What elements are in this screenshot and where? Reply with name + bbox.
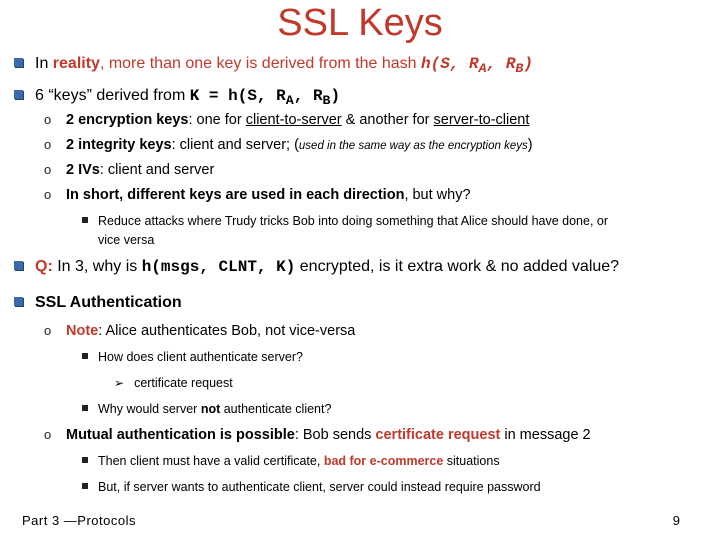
- sub-bullet-in-short: o In short, different keys are used in each direction, but why?: [44, 187, 471, 203]
- sub-sub-bullet-how-client-auth: How does client authenticate server?: [82, 350, 303, 364]
- small-square-bullet-icon: [82, 353, 88, 359]
- circle-bullet-icon: o: [44, 137, 52, 152]
- page-number: 9: [672, 513, 680, 528]
- circle-bullet-icon: o: [44, 162, 52, 177]
- footer-section-label: Part 3 —Protocols: [22, 513, 136, 528]
- bullet-4: SSL Authentication: [14, 294, 182, 312]
- square-bullet-icon: [14, 261, 23, 270]
- sub-bullet-integrity-keys: o 2 integrity keys: client and server; (used in the same way as the encryption keys): [44, 137, 533, 153]
- bullet-3: Q: In 3, why is h(msgs, CLNT, K) encrypted, is it extra work & no added value?: [14, 258, 619, 276]
- arrow-bullet-icon: ➢: [114, 376, 125, 390]
- square-bullet-icon: [14, 58, 23, 67]
- reality-word: reality: [52, 55, 100, 72]
- sub-sub-bullet-reduce-attacks-cont: vice versa: [98, 233, 155, 247]
- bullet-1: In reality, more than one key is derived from the hash h(S, $R_A$, $R_B$): [14, 55, 533, 77]
- small-square-bullet-icon: [82, 483, 88, 489]
- square-bullet-icon: [14, 297, 23, 306]
- square-bullet-icon: [14, 90, 23, 99]
- circle-bullet-icon: o: [44, 112, 52, 127]
- sub-sub-bullet-reduce-attacks: Reduce attacks where Trudy tricks Bob into doing something that Alice should have done, or: [82, 214, 608, 228]
- sub-bullet-mutual-auth: o Mutual authentication is possible: Bob sends certificate request in message 2: [44, 427, 591, 443]
- sub-bullet-note: o Note: Alice authenticates Bob, not vice-versa: [44, 323, 356, 339]
- sub-sub-bullet-valid-cert: Then client must have a valid certificate, bad for e-commerce situations: [82, 454, 500, 468]
- circle-bullet-icon: o: [44, 323, 52, 338]
- bullet-2: 6 “keys” derived from K = h(S, $R_A$, $R_B$): [14, 87, 340, 109]
- sub-bullet-encryption-keys: o 2 encryption keys: one for client-to-server & another for server-to-client: [44, 112, 530, 128]
- sub-bullet-ivs: o 2 IVs: client and server: [44, 162, 215, 178]
- hash-formula: h(S, $R_A$, $R_B$): [421, 55, 534, 78]
- circle-bullet-icon: o: [44, 427, 52, 442]
- small-square-bullet-icon: [82, 457, 88, 463]
- key-formula: K = h(S, $R_A$, $R_B$): [189, 87, 341, 110]
- slide-title: SSL Keys: [277, 2, 443, 44]
- sub-sub-bullet-require-password: But, if server wants to authenticate client, server could instead require password: [82, 480, 541, 494]
- sub-sub-sub-bullet-cert-request: ➢ certificate request: [114, 376, 233, 390]
- circle-bullet-icon: o: [44, 187, 52, 202]
- small-square-bullet-icon: [82, 405, 88, 411]
- sub-sub-bullet-why-server-not-auth: Why would server not authenticate client?: [82, 402, 331, 416]
- small-square-bullet-icon: [82, 217, 88, 223]
